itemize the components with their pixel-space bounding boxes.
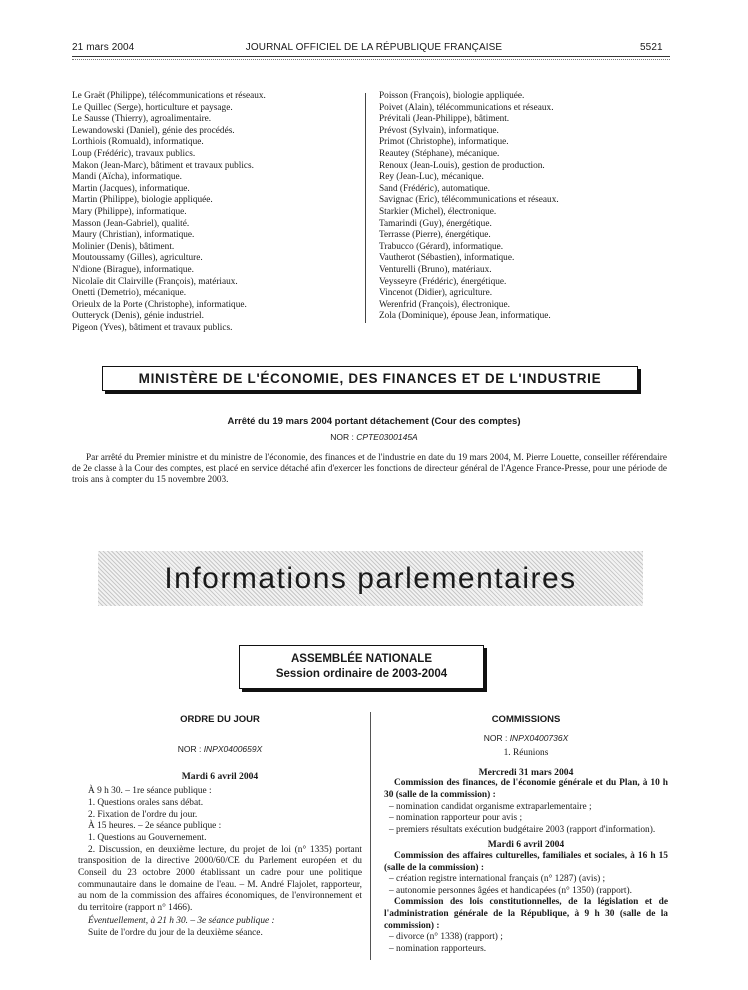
nor-code: INPX0400659X <box>203 743 263 754</box>
agenda-item: – premiers résultats exécution budgétaire 2003 (rapport d'information). <box>389 824 656 835</box>
list-item: Makon (Jean-Marc), bâtiment et travaux publics. <box>72 160 255 171</box>
list-item: Rey (Jean-Luc), mécanique. <box>379 172 484 183</box>
list-item: Outteryck (Denis), génie industriel. <box>72 311 204 322</box>
commissions-column <box>384 714 668 955</box>
ordre-du-jour-column <box>78 714 362 939</box>
commissions-title: COMMISSIONS <box>491 714 561 725</box>
nor-label: NOR : <box>177 743 202 754</box>
list-item: Poisson (François), biologie appliquée. <box>379 91 525 101</box>
list-item: Masson (Jean-Gabriel), qualité. <box>72 218 190 229</box>
list-item: Terrasse (Pierre), énergétique. <box>379 230 491 241</box>
list-item: Prévost (Sylvain), informatique. <box>379 125 499 136</box>
assembly-session: Session ordinaire de 2003-2004 <box>275 668 448 680</box>
header-rule-dotted <box>72 59 670 60</box>
commission-lois: Commission des lois constitutionnelles, de la législation et de l'administration générale de la République, à 9 h 30 (salle de la commission) : <box>384 897 668 931</box>
list-item: Loup (Frédéric), travaux publics. <box>72 148 196 159</box>
list-item: N'dione (Birague), informatique. <box>72 264 194 275</box>
list-item: Lewandowski (Daniel), génie des procédés. <box>72 125 235 136</box>
list-item: Nicolaïe dit Clairville (François), matériaux. <box>72 276 238 287</box>
list-item: Werenfrid (François), électronique. <box>379 299 510 310</box>
list-item: Mary (Philippe), informatique. <box>72 206 187 217</box>
list-item: Reautey (Stéphane), mécanique. <box>379 148 500 159</box>
day-heading-1: Mercredi 31 mars 2004 <box>478 766 574 778</box>
page-number: 5521 <box>640 42 663 53</box>
arrete-title: Arrêté du 19 mars 2004 portant détachement (Cour des comptes) <box>227 416 521 427</box>
list-item: Molinier (Denis), bâtiment. <box>72 241 175 252</box>
list-item: Primot (Christophe), informatique. <box>379 137 509 148</box>
commission-finances-items <box>384 802 668 837</box>
assembly-name: ASSEMBLÉE NATIONALE <box>291 653 432 665</box>
list-item: Starkier (Michel), électronique. <box>379 206 497 217</box>
seance-2-item-2: 2. Discussion, en deuxième lecture, du projet de loi (n° 1335) portant transposition de la directive 2000/60/CE du Parlement européen et du Conseil du 23 octobre 2000 établissant un cadre pour une politique communautaire dans le domaine de l'eau. – M. André Flajolet, rapporteur, au nom de la commission des affaires économiques, de l'environnement et du territoire (rapport n° 1466). <box>78 844 362 914</box>
list-item: Moutoussamy (Gilles), agriculture. <box>72 253 203 264</box>
day-heading: Mardi 6 avril 2004 <box>181 771 259 783</box>
commission-affaires-culturelles: Commission des affaires culturelles, familiales et sociales, à 16 h 15 (salle de la commission) : <box>384 850 668 873</box>
arrete-nor <box>0 432 748 442</box>
names-list-left <box>72 91 266 334</box>
list-item: Vautherot (Sébastien), informatique. <box>379 253 515 264</box>
list-item: Veysseyre (Frédéric), énergétique. <box>379 276 507 287</box>
seance-1-items <box>78 798 362 821</box>
agenda-item: 2. Fixation de l'ordre du jour. <box>88 809 198 820</box>
nor-code: CPTE0300145A <box>356 432 418 442</box>
list-item: Savignac (Eric), télécommunications et réseaux. <box>379 195 559 206</box>
list-item: Pigeon (Yves), bâtiment et travaux publics. <box>72 322 233 333</box>
seance-1: À 9 h 30. – 1re séance publique : <box>88 786 212 797</box>
list-item: Onetti (Demetrio), mécanique. <box>72 288 187 299</box>
nor-code: INPX0400736X <box>509 732 569 743</box>
names-list-right <box>379 91 559 323</box>
list-item: Orieulx de la Porte (Christophe), informatique. <box>72 299 247 310</box>
ministry-heading-box <box>102 366 638 391</box>
nor-label: NOR : <box>330 432 354 442</box>
list-item: Mandi (Aïcha), informatique. <box>72 172 182 183</box>
commissions-nor <box>384 733 668 745</box>
reunions-heading: 1. Réunions <box>503 748 549 759</box>
agenda-item: – nomination rapporteurs. <box>389 943 487 954</box>
agenda-item: – création registre international français (n° 1287) (avis) ; <box>389 874 606 885</box>
banner-title: Informations parlementaires <box>164 561 577 595</box>
list-item: Le Quillec (Serge), horticulture et paysage. <box>72 102 233 113</box>
list-item: Martin (Jacques), informatique. <box>72 183 190 194</box>
section-banner <box>98 551 643 606</box>
commission-affaires-culturelles-items <box>384 874 668 897</box>
journal-title: JOURNAL OFFICIEL DE LA RÉPUBLIQUE FRANÇAISE <box>245 42 503 53</box>
list-item: Prévitali (Jean-Philippe), bâtiment. <box>379 114 510 125</box>
list-item: Le Graët (Philippe), télécommunications et réseaux. <box>72 91 266 101</box>
seance-2: À 15 heures. – 2e séance publique : <box>88 821 222 832</box>
list-item: Poivet (Alain), télécommunications et réseaux. <box>379 102 554 113</box>
list-item: Le Sausse (Thierry), agroalimentaire. <box>72 114 212 125</box>
assembly-heading-box <box>239 645 484 689</box>
column-divider <box>365 93 366 323</box>
commission-lois-items <box>384 932 668 955</box>
agenda-item: – nomination rapporteur pour avis ; <box>389 813 523 824</box>
list-item: Maury (Christian), informatique. <box>72 230 195 241</box>
agenda-item: 1. Questions orales sans débat. <box>88 797 204 808</box>
list-item: Vincenot (Didier), agriculture. <box>379 288 493 299</box>
column-divider-lower <box>370 712 371 960</box>
list-item: Sand (Frédéric), automatique. <box>379 183 491 194</box>
agenda-item: – autonomie personnes âgées et handicapées (n° 1350) (rapport). <box>389 885 632 896</box>
ministry-heading: MINISTÈRE DE L'ÉCONOMIE, DES FINANCES ET DE L'INDUSTRIE <box>138 371 602 386</box>
list-item: Lorthiois (Romuald), informatique. <box>72 137 204 148</box>
commission-finances: Commission des finances, de l'économie générale et du Plan, à 10 h 30 (salle de la commission) : <box>384 778 668 800</box>
header-date: 21 mars 2004 <box>72 42 135 53</box>
list-item: Renoux (Jean-Louis), gestion de production. <box>379 160 545 171</box>
seance-3: Éventuellement, à 21 h 30. – 3e séance publique : <box>88 915 275 926</box>
agenda-item: – divorce (n° 1338) (rapport) ; <box>389 932 503 943</box>
header-rule <box>72 56 670 57</box>
ordre-nor <box>78 744 362 756</box>
nor-label: NOR : <box>483 732 508 743</box>
ordre-du-jour-title: ORDRE DU JOUR <box>180 714 260 725</box>
list-item: Tamarindi (Guy), énergétique. <box>379 218 492 229</box>
list-item: Zola (Dominique), épouse Jean, informatique. <box>379 311 551 322</box>
arrete-body: Par arrêté du Premier ministre et du ministre de l'économie, des finances et de l'industrie en date du 19 mars 2004, M. Pierre Louette, conseiller référendaire de 2e classe à la Cour des comptes, est placé en service détaché afin d'exercer les fonctions de directeur général de l'Agence France-Presse, pour une période de trois ans à compter du 15 novembre 2003. <box>72 453 667 485</box>
seance-3-suite: Suite de l'ordre du jour de la deuxième séance. <box>88 927 263 938</box>
list-item: Venturelli (Bruno), matériaux. <box>379 264 492 275</box>
day-heading-2: Mardi 6 avril 2004 <box>487 839 565 851</box>
list-item: Martin (Philippe), biologie appliquée. <box>72 195 213 206</box>
agenda-item: – nomination candidat organisme extraparlementaire ; <box>389 801 592 812</box>
list-item: Trabucco (Gérard), informatique. <box>379 241 504 252</box>
seance-2-item-1: 1. Questions au Gouvernement. <box>88 832 207 843</box>
